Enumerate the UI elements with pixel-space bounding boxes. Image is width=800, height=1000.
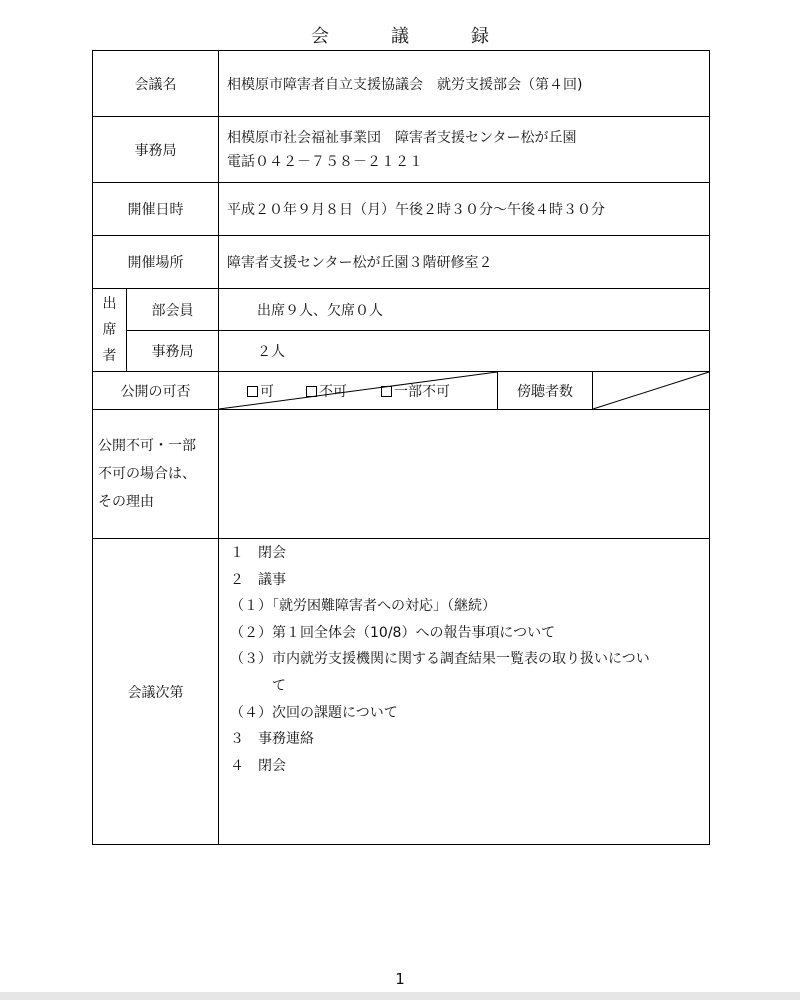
list-item: （２）第１回全体会（10/8）への報告事項について bbox=[230, 624, 556, 641]
document-title: 会 議 録 bbox=[311, 26, 489, 47]
checkbox-icon bbox=[247, 386, 258, 397]
option-not-allowed[interactable]: 不可 bbox=[306, 381, 347, 401]
list-item: ３ 事務連絡 bbox=[230, 731, 314, 748]
datetime-value: 平成２０年９月８日（月）午後２時３０分～午後４時３０分 bbox=[227, 202, 605, 218]
list-item: （３）市内就労支援機関に関する調査結果一覧表の取り扱いについ bbox=[230, 651, 650, 668]
option-allowed[interactable]: 可 bbox=[247, 381, 274, 401]
list-item: （１）「就労困難障害者への対応」（継続） bbox=[230, 598, 496, 615]
list-item: て bbox=[230, 677, 286, 694]
list-item: ２ 議事 bbox=[230, 571, 286, 588]
list-item: （４）次回の課題について bbox=[230, 704, 398, 721]
observers-label: 傍聴者数 bbox=[517, 383, 573, 400]
secretariat-value bbox=[219, 117, 709, 182]
attendance-secretariat-label: 事務局 bbox=[151, 344, 194, 360]
reason-label: 公開不可・一部 不可の場合は、 その理由 bbox=[98, 438, 196, 510]
attendance-group-label: 出 席 者 bbox=[102, 296, 117, 364]
secretariat-phone: 電話０４２－７５８－２１２１ bbox=[227, 153, 423, 170]
venue-label: 開催場所 bbox=[127, 255, 184, 271]
option-partially-not-allowed[interactable]: 一部不可 bbox=[381, 381, 450, 401]
checkbox-icon bbox=[306, 386, 317, 397]
members-label: 部会員 bbox=[151, 302, 194, 319]
agenda-list bbox=[230, 540, 708, 779]
members-value: 出席９人、欠席０人 bbox=[257, 302, 383, 319]
page-number: 1 bbox=[395, 970, 405, 988]
meeting-name-label: 会議名 bbox=[134, 76, 177, 93]
disclosure-options bbox=[219, 372, 497, 409]
checkbox-icon bbox=[381, 386, 392, 397]
secretariat-name: 相模原市社会福祉事業団 障害者支援センター松が丘園 bbox=[227, 129, 577, 146]
secretariat-label: 事務局 bbox=[134, 142, 177, 159]
meeting-name-value: 相模原市障害者自立支援協議会 就労支援部会（第４回) bbox=[227, 76, 583, 93]
viewer-bottom-bar bbox=[0, 992, 800, 1000]
datetime-label: 開催日時 bbox=[127, 202, 184, 218]
observers-strike-line bbox=[593, 372, 709, 409]
disclosure-label: 公開の可否 bbox=[120, 383, 191, 400]
attendance-secretariat-value: ２人 bbox=[257, 344, 285, 360]
agenda-label: 会議次第 bbox=[127, 684, 184, 701]
list-item: ４ 閉会 bbox=[230, 757, 286, 774]
venue-value: 障害者支援センター松が丘園３階研修室２ bbox=[227, 255, 493, 271]
list-item: １ 閉会 bbox=[230, 545, 286, 561]
